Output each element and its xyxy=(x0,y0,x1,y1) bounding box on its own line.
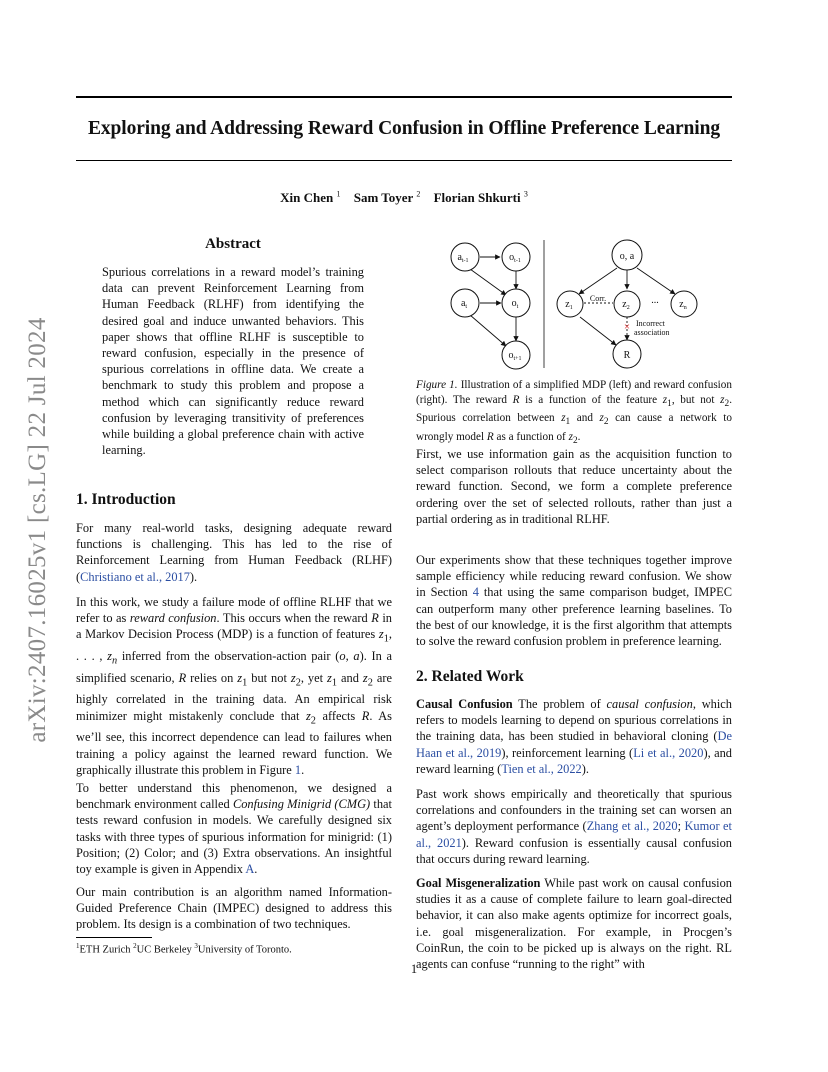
intro-paragraph-1: For many real-world tasks, designing adequate reward functions is challenging. This has led to the rise of Reinforcement Learning from Human Feedback (RLHF) (Christiano et al., 2017). xyxy=(76,521,392,584)
title-top-rule xyxy=(76,96,732,98)
arxiv-identifier: arXiv:2407.16025v1 [cs.LG] 22 Jul 2024 xyxy=(24,317,51,743)
intro-paragraph-4: Our main contribution is an algorithm named Information-Guided Preference Chain (IMPEC) designed to address this problem. Its design is a combination of two techniques. xyxy=(76,885,392,932)
svg-text:at: $a_t$ xyxy=(460,298,468,310)
svg-text:R: R xyxy=(623,350,631,361)
right-paragraph-1: First, we use information gain as the acquisition function to select comparison rollouts that reduce uncertainty about the reward function. Second, we form a complete preference ordering over the set of selected rollouts, rather than just a partial ordering as in traditional RLHF. xyxy=(416,447,732,526)
svg-text:z2: $z_2$ xyxy=(622,299,630,311)
citation-link[interactable]: Tien et al., 2022 xyxy=(501,761,582,776)
section-heading-related-work: 2. Related Work xyxy=(416,668,524,685)
related-goal-misgeneralization: Goal Misgeneralization While past work on causal confusion studies it as a cause of complete failure to learn goal-directed behavior, it can also make agents optimize for incorrect goals, i.e. goal misgeneralization. For example, in Procgen’s CoinRun, the coin to be picked up is always on the right. RL agents can confuse “running to the right” with xyxy=(416,876,733,972)
svg-text:ot: $o_t$ xyxy=(511,298,519,310)
svg-text:Incorrect: Incorrect xyxy=(636,319,665,328)
title-bottom-rule xyxy=(76,160,732,161)
node-z2 xyxy=(614,291,640,317)
author: Sam Toyer $^2$ xyxy=(353,190,421,206)
figure-1-diagram xyxy=(440,232,720,372)
right-paragraph-2: Our experiments show that these techniques together improve sample efficiency while reducing reward confusion. We show in Section 4 that using the same comparison budget, IMPEC can outperform many other preference learning baselines. To the best of our knowledge, it is the first algorithm that attempts to solve the reward confusion problem in preference learning. xyxy=(416,553,732,649)
svg-text:...: ... xyxy=(651,295,659,306)
related-past-work: Past work shows empirically and theoretically that spurious correlations and confounders in the training set can worsen an agent’s deployment performance (Zhang et al., 2020; Kumor et al., 2021). Reward confusion is essentially causal confusion that occurs during reward learning. xyxy=(416,787,732,866)
citation-link[interactable]: Christiano et al., 2017 xyxy=(80,569,190,584)
section-heading-introduction: 1. Introduction xyxy=(76,491,176,508)
author-list xyxy=(60,190,748,206)
svg-text:association: association xyxy=(634,328,670,337)
svg-text:at-1: $a_{t-1}$ xyxy=(457,252,469,264)
page-number: 1 xyxy=(410,962,418,976)
svg-text:ot+1: $o_{t+1}$ xyxy=(508,350,522,362)
node-zn xyxy=(671,291,697,317)
node-z1 xyxy=(557,291,583,317)
section-link[interactable]: 4 xyxy=(472,585,479,600)
svg-text:Corr.: Corr. xyxy=(589,294,607,303)
intro-paragraph-3: To better understand this phenomenon, we designed a benchmark environment called Confusing Minigrid (CMG) that tests reward confusion in models. We carefully designed six tasks with three types of spurious information for minigrid: (1) Position; (2) Color; and (3) Extra observations. An insightful toy example is given in Appendix A. xyxy=(76,781,392,877)
figure-1-caption: Figure 1. Illustration of a simplified MDP (left) and reward confusion (right). The reward R is a function of the feature $z_1$, but not $z_2$. Spurious correlation between $z_1$ and $z_2$ can cause a network to wrongly model R as a function of $z_2$. xyxy=(416,379,732,447)
paper-title: Exploring and Addressing Reward Confusion in Offline Preference Learning xyxy=(87,118,721,139)
node-o-prev xyxy=(502,243,530,271)
incorrect-mark: × xyxy=(623,321,631,333)
svg-text:o, a: o, a xyxy=(619,251,635,262)
footnote-rule xyxy=(76,937,152,938)
citation-link[interactable]: Li et al., 2020 xyxy=(633,745,704,760)
svg-text:z1: $z_1$ xyxy=(565,299,573,311)
abstract-heading: Abstract xyxy=(205,236,261,252)
author: Florian Shkurti $^3$ xyxy=(433,190,528,206)
citation-link[interactable]: De Haan et al., 2019 xyxy=(416,729,732,760)
figure-link[interactable]: 1 xyxy=(294,762,302,777)
node-a-prev xyxy=(451,243,479,271)
abstract-text: Spurious correlations in a reward model’s training data can prevent Reinforcement Learning from Human Feedback (RLHF) from identifying the desired goal and induce unwanted behaviors. This paper shows that offline RLHF is susceptible to reward confusion, especially in the presence of spurious correlations in offline data. We create a benchmark to study this problem and propose a method which can significantly reduce reward confusion by leveraging transitivity of preferences while building a global preference chain with active learning. xyxy=(102,265,364,458)
node-o-next xyxy=(502,341,530,369)
affiliation-footnote: $^1$ETH Zurich $^2$UC Berkeley $^3$University of Toronto. xyxy=(76,942,292,956)
author: Xin Chen $^1$ xyxy=(280,190,341,206)
appendix-link[interactable]: A xyxy=(245,862,255,877)
intro-paragraph-2: In this work, we study a failure mode of offline RLHF that we refer to as reward confusion. This occurs when the reward R in a Markov Decision Process (MDP) is a function of features $z_1$, . . . , $z_n$ inferred from the observation-action pair (o, a). In a simplified scenario, R relies on $z_1$ but not $z_2$, yet $z_1$ and $z_2$ are highly correlated in the training data. An empirical risk minimizer might mistakenly conclude that $z_2$ affects R. As we’ll see, this incorrect dependence can lead to failures when training a policy against the learned reward function. We graphically illustrate this problem in Figure 1. xyxy=(76,595,392,777)
citation-link[interactable]: Kumor et al., 2021 xyxy=(416,819,732,850)
svg-text:ot-1: $o_{t-1}$ xyxy=(509,252,521,264)
citation-link[interactable]: Zhang et al., 2020 xyxy=(586,819,678,834)
svg-text:zn: $z_n$ xyxy=(679,299,687,311)
related-causal-confusion: Causal Confusion The problem of causal confusion, which refers to models learning to depend on spurious correlations in the training data, has been studied in behavioral cloning (De Haan et al., 2019), reinforcement learning (Li et al., 2020), and reward learning (Tien et al., 2022). xyxy=(416,697,733,776)
